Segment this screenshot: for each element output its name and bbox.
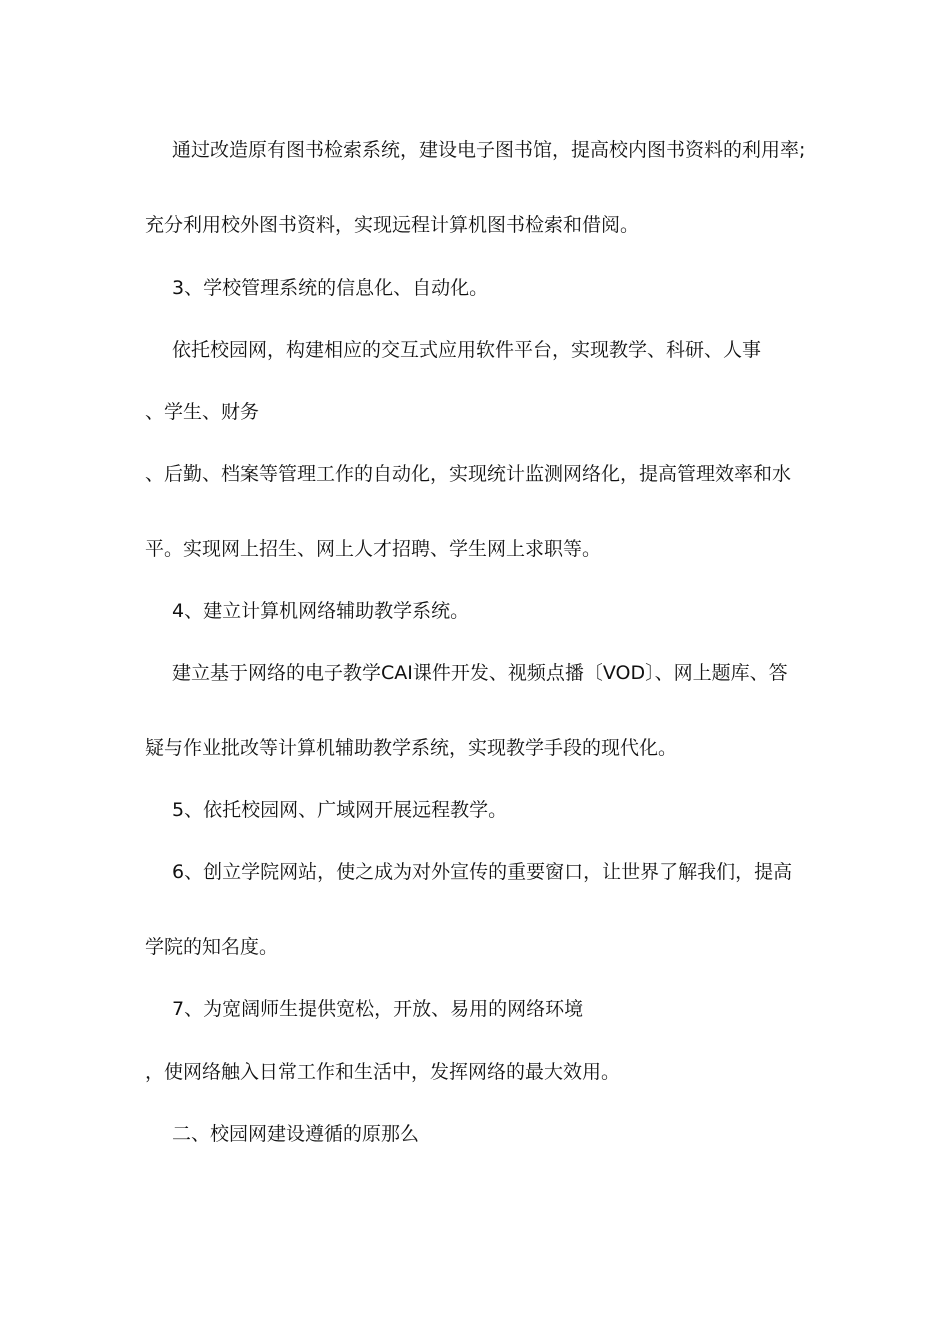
paragraph-line: 疑与作业批改等计算机辅助教学系统，实现教学手段的现代化。: [145, 737, 678, 759]
list-item-heading: 6、创立学院网站，使之成为对外宣传的重要窗口，让世界了解我们，提高: [172, 861, 793, 883]
paragraph-line: 充分利用校外图书资料，实现远程计算机图书检索和借阅。: [145, 214, 640, 236]
paragraph-line: ，使网络触入日常工作和生活中，发挥网络的最大效用。: [145, 1061, 621, 1083]
paragraph-line: 、学生、财务: [145, 401, 260, 423]
section-heading: 二、校园网建设遵循的原那么: [172, 1123, 420, 1145]
list-item-heading: 5、依托校园网、广域网开展远程教学。: [172, 799, 508, 821]
paragraph-line: 通过改造原有图书检索系统，建设电子图书馆，提高校内图书资料的利用率;: [172, 139, 806, 161]
paragraph-line: 、后勤、档案等管理工作的自动化，实现统计监测网络化，提高管理效率和水: [145, 463, 792, 485]
paragraph-line: 建立基于网络的电子教学CAI课件开发、视频点播〔VOD〕、网上题库、答: [172, 662, 788, 684]
paragraph-line: 平。实现网上招生、网上人才招聘、学生网上求职等。: [145, 538, 602, 560]
list-item-heading: 4、建立计算机网络辅助教学系统。: [172, 600, 470, 622]
paragraph-line: 依托校园网，构建相应的交互式应用软件平台，实现教学、科研、人事: [172, 339, 762, 361]
paragraph-line: 学院的知名度。: [145, 936, 279, 958]
list-item-heading: 3、学校管理系统的信息化、自动化。: [172, 277, 489, 299]
list-item-heading: 7、为宽阔师生提供宽松，开放、易用的网络环境: [172, 998, 584, 1020]
